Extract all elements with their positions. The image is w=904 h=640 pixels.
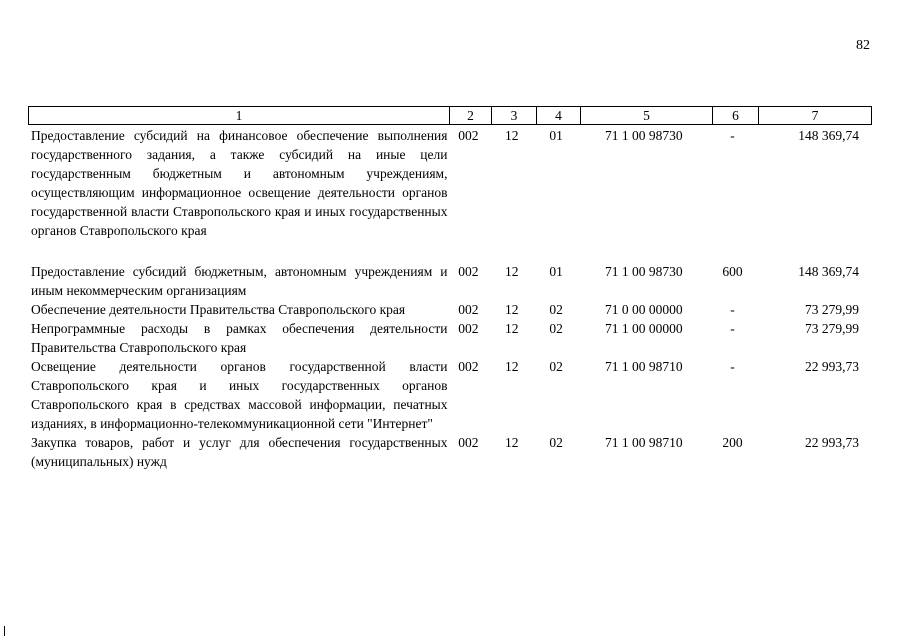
row-code-6: -: [730, 128, 735, 143]
column-header-1: 1: [29, 107, 450, 125]
row-code-6: -: [730, 321, 735, 336]
row-code-4: 01: [549, 264, 563, 279]
column-header-table: [28, 106, 872, 125]
row-name: Закупка товаров, работ и услуг для обеспечения государственных (муниципальных) нужд: [31, 435, 448, 469]
row-code-2: 002: [458, 302, 479, 317]
row-code-2: 002: [458, 264, 479, 279]
table-row: [28, 126, 871, 240]
row-code-6: 600: [722, 264, 743, 279]
column-header-row: [29, 107, 872, 125]
column-header-3: 3: [492, 107, 537, 125]
row-code-5: 71 1 00 98710: [604, 359, 683, 374]
row-amount: 73 279,99: [805, 302, 859, 317]
table-row: [28, 262, 871, 300]
row-code-3: 12: [505, 435, 519, 450]
row-code-5: 71 0 00 00000: [604, 302, 683, 317]
row-code-6: -: [730, 302, 735, 317]
row-code-3: 12: [505, 128, 519, 143]
row-code-4: 02: [549, 359, 563, 374]
column-header-2: 2: [450, 107, 492, 125]
row-name: Предоставление субсидий на финансовое обеспечение выполнения государственного задания, а также субсидий на иные цели государственным бюджетным и автономным учреждениям, осуществляющим информационное освещение деятельности органов государственной власти Ставропольского края и иных государственных органов Ставропольского края: [31, 128, 448, 238]
row-code-5: 71 1 00 98730: [604, 128, 683, 143]
row-code-5: 71 1 00 98730: [604, 264, 683, 279]
row-code-2: 002: [458, 128, 479, 143]
row-amount: 148 369,74: [798, 128, 859, 143]
table-row: [28, 357, 871, 433]
table-row: [28, 300, 871, 319]
row-code-2: 002: [458, 321, 479, 336]
row-code-3: 12: [505, 359, 519, 374]
table-row: [28, 319, 871, 357]
row-amount: 22 993,73: [805, 435, 859, 450]
row-amount: 148 369,74: [798, 264, 859, 279]
page-number: 82: [856, 38, 870, 53]
row-code-5: 71 1 00 98710: [604, 435, 683, 450]
row-amount: 73 279,99: [805, 321, 859, 336]
row-name: Освещение деятельности органов государственной власти Ставропольского края и иных государственных органов Ставропольского края в средствах массовой информации, печатных изданиях, в информационно-телекоммуникационной сети "Интернет": [31, 359, 448, 431]
row-code-2: 002: [458, 435, 479, 450]
row-code-6: -: [730, 359, 735, 374]
row-code-5: 71 1 00 00000: [604, 321, 683, 336]
column-header-4: 4: [537, 107, 581, 125]
row-code-6: 200: [722, 435, 743, 450]
row-code-3: 12: [505, 264, 519, 279]
row-code-4: 02: [549, 302, 563, 317]
column-header-5: 5: [581, 107, 713, 125]
scan-margin-mark: [4, 626, 5, 636]
table-row: [28, 433, 871, 471]
row-code-4: 01: [549, 128, 563, 143]
row-code-4: 02: [549, 435, 563, 450]
row-name: Предоставление субсидий бюджетным, автономным учреждениям и иным некоммерческим организациям: [31, 264, 448, 298]
row-code-4: 02: [549, 321, 563, 336]
row-code-2: 002: [458, 359, 479, 374]
column-header-7: 7: [759, 107, 872, 125]
row-code-3: 12: [505, 321, 519, 336]
row-name: Непрограммные расходы в рамках обеспечения деятельности Правительства Ставропольского края: [31, 321, 448, 355]
row-code-3: 12: [505, 302, 519, 317]
row-amount: 22 993,73: [805, 359, 859, 374]
budget-rows: [28, 126, 871, 471]
row-name: Обеспечение деятельности Правительства Ставропольского края: [31, 302, 406, 317]
column-header-6: 6: [713, 107, 759, 125]
